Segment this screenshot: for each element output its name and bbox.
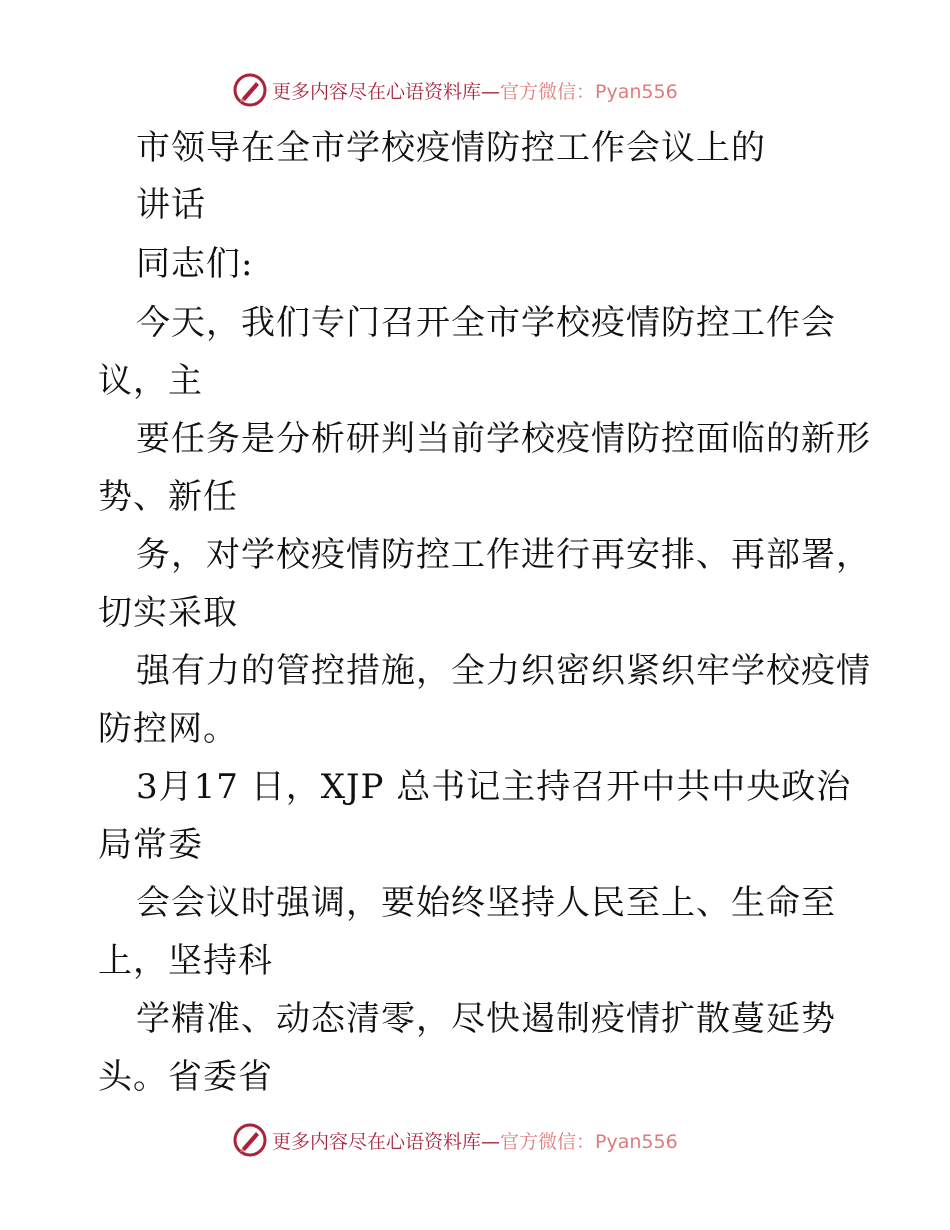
document-line: 市领导在全市学校疫情防控工作会议上的 bbox=[136, 128, 766, 168]
watermark-wechat-text: 官方微信：Pyan556 bbox=[500, 1130, 678, 1153]
document-line: 会会议时强调，要始终坚持人民至上、生命至 bbox=[136, 883, 836, 923]
document-line: 同志们: bbox=[136, 244, 254, 284]
watermark-text bbox=[272, 77, 678, 104]
document-line: 要任务是分析研判当前学校疫情防控面临的新形 bbox=[136, 419, 871, 459]
document-line: 强有力的管控措施，全力织密织紧织牢学校疫情 bbox=[136, 651, 871, 691]
watermark-separator: — bbox=[481, 1130, 501, 1153]
document-line: 防控网。 bbox=[98, 709, 238, 749]
document-line: 讲话 bbox=[136, 185, 206, 225]
document-line: 切实采取 bbox=[98, 593, 238, 633]
document-line: 势、新任 bbox=[98, 477, 238, 517]
pen-logo-icon bbox=[232, 1122, 268, 1158]
document-line: 今天，我们专门召开全市学校疫情防控工作会 bbox=[136, 303, 836, 343]
document-line: 局常委 bbox=[98, 825, 203, 865]
document-line: 3月17 日，XJP 总书记主持召开中共中央政治 bbox=[136, 767, 852, 807]
watermark-banner-top bbox=[232, 70, 752, 110]
document-line: 务，对学校疫情防控工作进行再安排、再部署， bbox=[136, 535, 871, 575]
document-line: 议，主 bbox=[98, 361, 203, 401]
watermark-text bbox=[272, 1127, 678, 1154]
watermark-banner-bottom bbox=[232, 1120, 752, 1160]
watermark-main-text: 更多内容尽在心语资料库 bbox=[272, 1130, 482, 1153]
watermark-main-text: 更多内容尽在心语资料库 bbox=[272, 80, 482, 103]
pen-logo-icon bbox=[232, 72, 268, 108]
document-line: 头。省委省 bbox=[98, 1057, 273, 1097]
document-line: 学精准、动态清零，尽快遏制疫情扩散蔓延势 bbox=[136, 999, 836, 1039]
watermark-separator: — bbox=[481, 80, 501, 103]
watermark-wechat-text: 官方微信：Pyan556 bbox=[500, 80, 678, 103]
document-line: 上，坚持科 bbox=[98, 941, 273, 981]
